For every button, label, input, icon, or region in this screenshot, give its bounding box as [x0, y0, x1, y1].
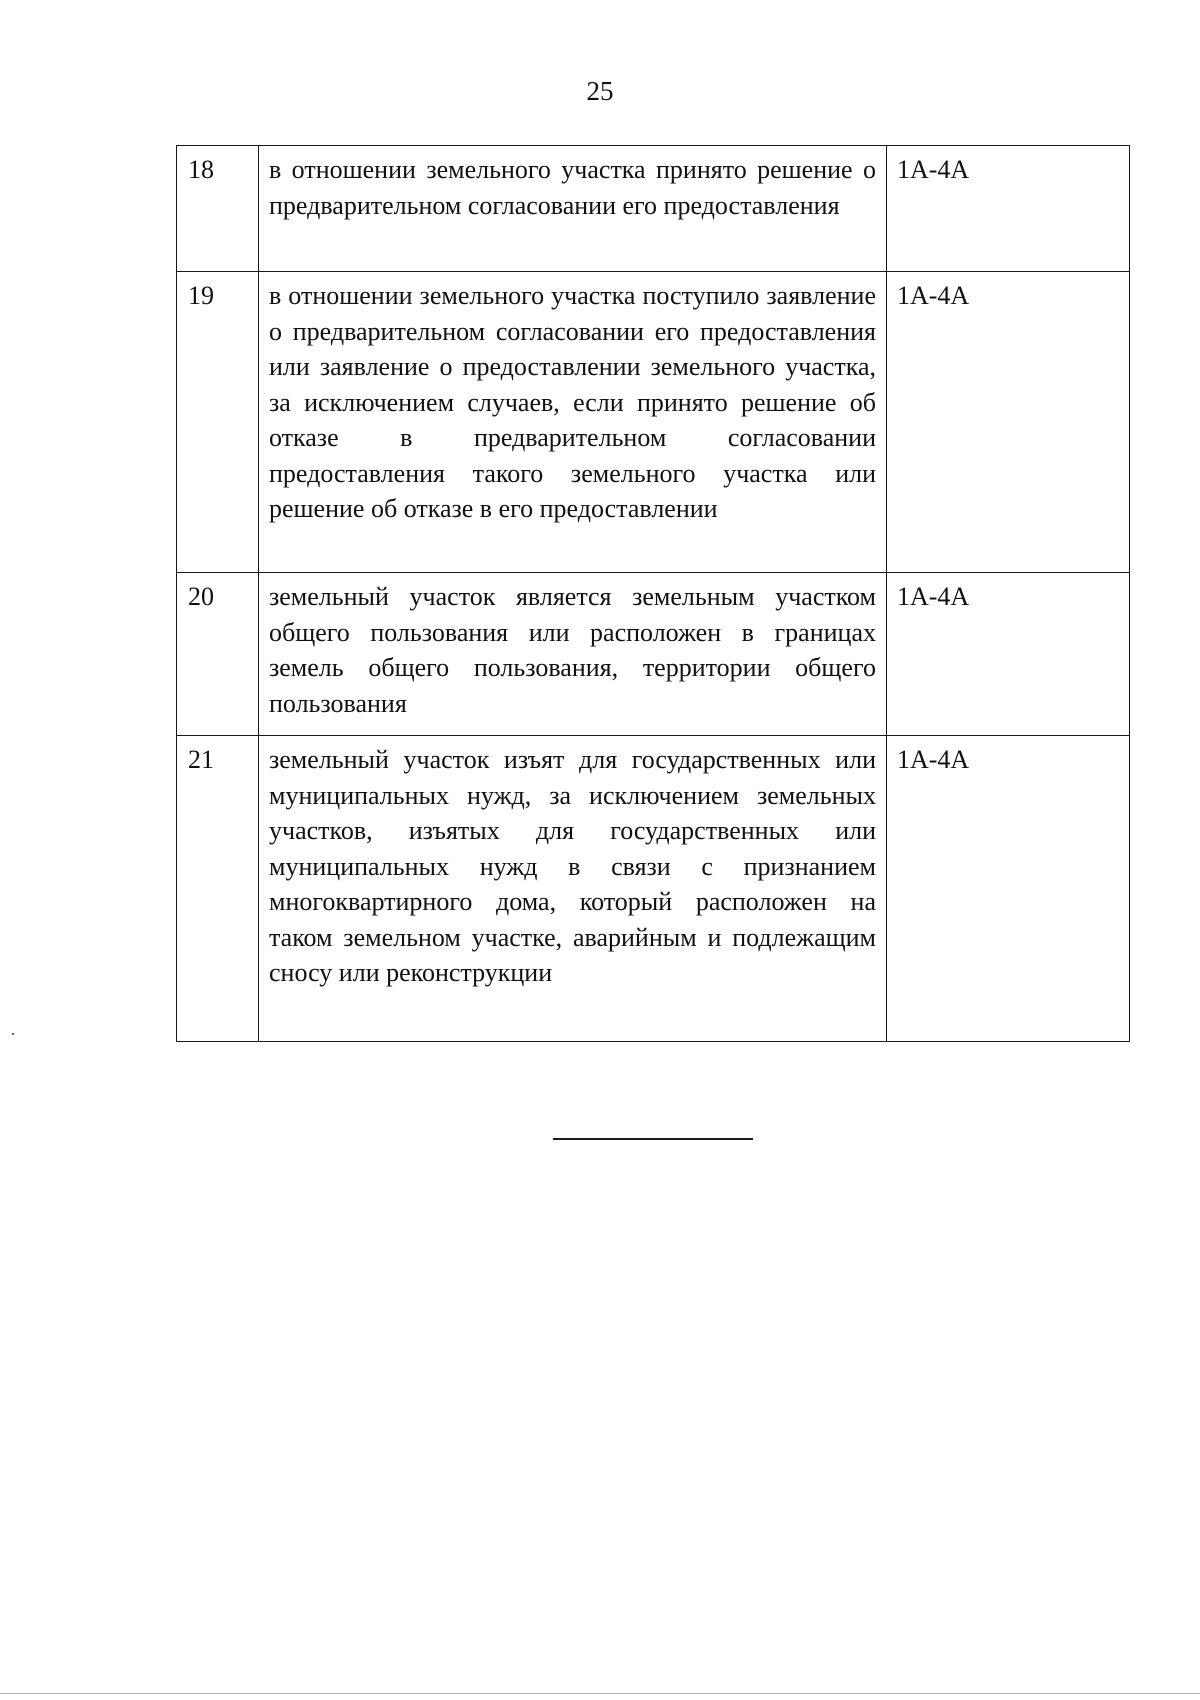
criteria-table	[176, 145, 1130, 1042]
row-code: 1А-4А	[897, 155, 970, 184]
row-code: 1А-4А	[897, 582, 970, 611]
table-row	[177, 736, 1130, 1042]
scan-bottom-edge	[0, 1693, 1200, 1694]
row-number: 19	[188, 281, 214, 310]
row-number: 18	[188, 155, 214, 184]
row-number-cell	[177, 146, 259, 272]
row-number: 20	[188, 582, 214, 611]
row-text: в отношении земельного участка поступило заявление о предварительном согласовании его предоставления или заявление о предоставлении земельного участка, за исключением случаев, если принято решение об отказе в предварительном согласовании предоставления такого земельного участка или решение об отказе в его предоставлении	[269, 281, 876, 523]
row-number-cell	[177, 736, 259, 1042]
row-text-cell	[259, 272, 887, 573]
row-text-cell	[259, 736, 887, 1042]
row-code: 1А-4А	[897, 745, 970, 774]
row-number: 21	[188, 745, 214, 774]
page-number: 25	[586, 76, 614, 106]
row-code-cell	[887, 272, 1130, 573]
row-number-cell	[177, 573, 259, 736]
row-text-cell	[259, 573, 887, 736]
row-text: земельный участок является земельным участком общего пользования или расположен в границах земель общего пользования, территории общего пользования	[269, 582, 876, 718]
row-code-cell	[887, 573, 1130, 736]
row-text-cell	[259, 146, 887, 272]
row-code-cell	[887, 736, 1130, 1042]
closing-rule	[553, 1138, 753, 1140]
row-number-cell	[177, 272, 259, 573]
row-text: в отношении земельного участка принято решение о предварительном согласовании его предоставления	[269, 155, 876, 220]
table-row	[177, 573, 1130, 736]
row-code: 1А-4А	[897, 281, 970, 310]
table-row	[177, 272, 1130, 573]
scan-speck	[12, 1033, 14, 1035]
table-row	[177, 146, 1130, 272]
row-code-cell	[887, 146, 1130, 272]
row-text: земельный участок изъят для государственных или муниципальных нужд, за исключением земельных участков, изъятых для государственных или муниципальных нужд в связи с признанием многоквартирного дома, который расположен на таком земельном участке, аварийным и подлежащим сносу или реконструкции	[269, 745, 876, 987]
